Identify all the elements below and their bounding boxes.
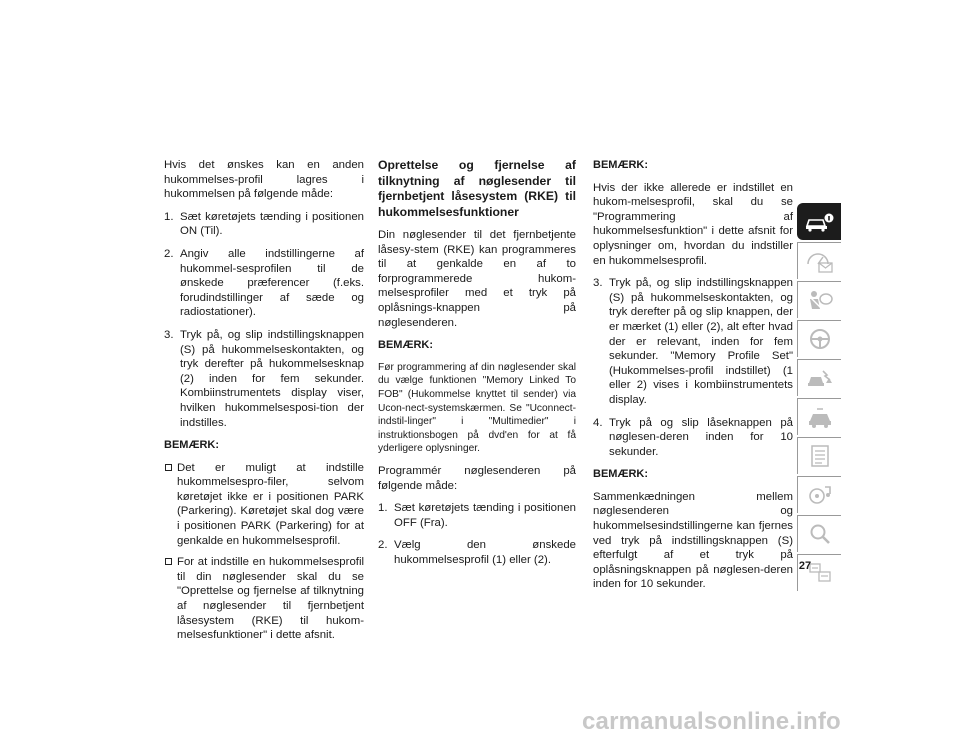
step-item: 1. Sæt køretøjets tænding i positionen OFF (Fra). (378, 502, 576, 529)
note-item: Det er muligt at indstille hukommelsespro-filer, selvom køretøjet ikke er i positionen PARK (Parkering). Køretøjet skal dog være i positionen PARK (Parkering) for at genkalde en hukommelsesprofil. (164, 461, 364, 549)
tab-car-info[interactable] (797, 203, 841, 240)
tab-safety[interactable] (797, 281, 841, 318)
step-item: 3. Tryk på, og slip indstillingsknappen (S) på hukommelseskontakten, og tryk derefter på hukommelsesknap (2) inden for fem sekunder. Kombiinstrumentets display viser, hvilken hukommelsesposi-tion der indstilles. (164, 328, 364, 429)
note-list (164, 461, 364, 643)
tab-driving[interactable] (797, 320, 841, 357)
note-text: Før programmering af din nøglesender skal du vælge funktionen "Memory Linked To FOB" (Hukommelse knyttet til sender) via Ucon-nect-systemskærmen. Se "Uconnect-indstil-linger" i "Multimedier" i instruktionsbogen på dvd'en for at få yderligere oplysninger. (378, 361, 576, 455)
checkbox-bullet-icon (165, 464, 172, 471)
note-label: BEMÆRK: (378, 339, 433, 352)
paragraph: Programmér nøglesenderen på følgende måde: (378, 464, 576, 492)
tab-multimedia[interactable] (797, 476, 841, 513)
step-item: 2. Angiv alle indstillingerne af hukommel-sesprofilen til de ønskede præferencer (f.eks. forudindstillinger af sæde og radiostationer). (164, 247, 364, 319)
note-text: Sammenkædningen mellem nøglesenderen og hukommelsesindstillingerne kan fjernes ved tryk på indstillingsknappen (S) efterfulgt af et tryk på oplåsningsknappen på nøglesen-deren inden for 10 sekunder. (593, 490, 793, 591)
page-number: 27 (798, 560, 812, 572)
note-label: BEMÆRK: (593, 159, 648, 171)
step-item: 4. Tryk på og slip låseknappen på nøglesen-deren inden for 10 sekunder. (593, 416, 793, 458)
search-icon (805, 521, 835, 547)
tab-dashboard[interactable] (797, 242, 841, 279)
steps-list-1 (164, 210, 364, 430)
column-3 (593, 158, 793, 600)
note-item: For at indstille en hukommelsesprofil til din nøglesender skal du se "Oprettelse og fjernelse af tilknytning af nøglesender til fjernbetjent låsesystem (RKE) til hukom-melsesfunktioner" i dette afsnit. (164, 555, 364, 643)
checkbox-bullet-icon (165, 558, 172, 565)
tab-service[interactable] (797, 398, 841, 435)
tab-emergency[interactable] (797, 359, 841, 396)
section-heading: Oprettelse og fjernelse af tilknytning af nøglesender til fjernbetjent låsesystem (RKE) til hukommelsesfunktioner (378, 158, 576, 219)
tab-index[interactable] (797, 515, 841, 552)
chapter-tabs (797, 203, 841, 593)
note-text: Hvis der ikke allerede er indstillet en hukom-melsesprofil, skal du se "Programmering af hukommelsesfunktion" i dette afsnit for oplysninger om, hvordan du indstiller en hukommelsesprofil. (593, 181, 793, 267)
dashboard-message-icon (805, 248, 835, 274)
note-label: BEMÆRK: (164, 439, 219, 452)
multimedia-icon (805, 482, 835, 508)
note-label: BEMÆRK: (593, 468, 648, 481)
steps-list-2 (378, 501, 576, 567)
column-1 (164, 158, 364, 651)
step-item: 2. Vælg den ønskede hukommelsesprofil (1) eller (2). (378, 539, 576, 566)
column-2 (378, 158, 576, 575)
intro-paragraph: Hvis det ønskes kan en anden hukommelses-profil lagres i hukommelsen på følgende måde: (164, 159, 364, 201)
watermark: carmanualsonline.info (582, 708, 841, 735)
tab-specifications[interactable] (797, 437, 841, 474)
car-crash-icon (805, 365, 835, 391)
paragraph: Din nøglesender til det fjernbetjente låsesy-stem (RKE) kan programmeres til at genkalde en af to forprogrammerede hukom-melsesprofiler med et tryk på oplåsnings-knappen på nøglesenderen. (378, 229, 576, 329)
spec-list-icon (805, 443, 835, 469)
car-service-icon (805, 404, 835, 430)
steering-wheel-icon (805, 326, 835, 352)
steps-list-3 (593, 276, 793, 459)
step-item: 3. Tryk på, og slip indstillingsknappen (S) på hukommelseskontakten, og tryk derefter på og slip knappen, der er mærket (1) eller (2), alt efter hvad der er relevant, inden for fem sekunder. "Memory Profile Set" (Hukommelses-profil indstillet) (1 eller 2) vises i kombiinstrumentets display. (593, 277, 793, 406)
step-item: 1. Sæt køretøjets tænding i positionen ON (Til). (164, 210, 364, 238)
car-info-icon (804, 211, 834, 233)
airbag-seatbelt-icon (805, 287, 835, 313)
